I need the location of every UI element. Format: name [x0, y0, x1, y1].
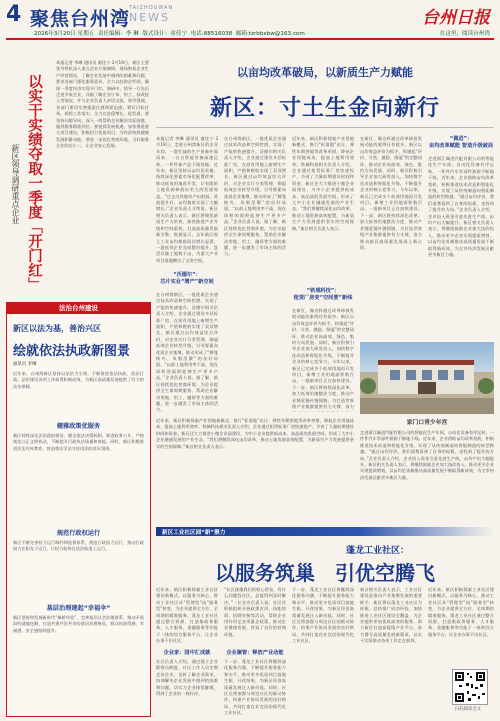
photo-caption: 家门口青少年宫	[406, 420, 448, 426]
lead-subhead-3: “佩进”： 亩均改革赋能 智造升级破局	[428, 136, 494, 149]
lead-subhead-2: “铁城科技”： 租赁厂房变“空间要”新线	[293, 288, 353, 301]
lead-col-4: 在新区，像这样通过改革释放发展动能的案例还有很多。新区以亩均效益评价为抓手，构建起“评价、分类、激励、倒逼”的完整闭环，推动企业向高效、绿色、集约方向发展。同时，新区积极引导企业加大研发投入，加快数字化改造和智能化升级，不断提升企业的核心竞争力。今年以来，新区已完成多个低效用地再开发项目，新增工业用地面积数百亩，一批新项目正在加快建设。下一步，新区将持续深化改革，加大低效用地整治力度，推动产业链延链补链强链，为打造世界级产业集群提供有力支撑，奋力推动新区高质量发展再上新台阶。	[360, 136, 422, 250]
lead-col-7: 近年来，新区积极探索产业用地新模式，推行“标准地”出让、弹性年期供地等改革举措，降低企业用地成本，提高土地利用效率。铁城科技相关负责人介绍，企业通过租赁标准厂房快速投产，节省了大量前期建设时间和资金。新区还大力推进小微企业园建设，为中小企业提供低成本、高品质的发展空间，形成了大中小企业融通发展的产业生态。“我们将继续深化亩均改革，推动土地资源高效配置，为新质生产力发展提供坚实的空间保障。”新区相关负责人表示。	[156, 418, 354, 449]
law-byline: 通讯员 李琳	[13, 362, 37, 367]
law-para-4: 新区坚持和发展新时代“枫桥经验”，完善基层社会治理体系，推动矛盾纠纷就地化解，打造共建共治共享的基层治理格局，群众的获得感、幸福感、安全感持续提升。	[13, 615, 144, 633]
email-info: 邮箱:tzrbbxbw@163.com	[235, 31, 305, 37]
law-para-2: 新区持续深化法治政府建设，健全依法决策机制，推进政务公开，严格规范公正文明执法，不断提升行政执法质量和效能。同时，新区积极推进法治宣传教育，营造尊法学法守法用法的良好氛围。	[13, 433, 144, 451]
editor-credit: 责任编辑：李 琳	[97, 31, 139, 37]
law-subhead-1: 健雅政策优服务	[56, 423, 101, 430]
bottom-headline: 以服务筑巢 引优空腾飞	[215, 561, 435, 585]
lead-photo	[360, 342, 494, 414]
sidebar-small-title: 新区领导调研重点企业	[11, 144, 20, 224]
lead-col-1b: 在台州湾新区，一批优质企业通过技术改造和空间挖潜，实现了产能的快速提升。沃德尔相关负责人介绍，企业通过建设多层标准厂房，在原有用地上新增生产面积，产值和税收实现了双双增长。新区通过亩均效益综合评价，对企业实行分类管理，倒逼低效企业转型升级，引导要素向优质企业集聚，推动形成了“腾笼换鸟、凤凰涅槃”的良好局面。“以前土地利用率不高，现在同样的面积能够生产更多产品。”企业负责人说。据了解，新区持续优化营商环境，为企业提供全生命周期服务，帮助企业解决用地、用工、融资等方面的难题，进一步激发了市场主体的活力。	[156, 292, 218, 412]
sidebar-text: 本报记者 李琳 通讯员 童佳宁 3月19日，新区主要领导带队深入重点企业开展调研，现场察看企业生产经营情况，了解企业发展中遇到的困难和问题，要求各部门强化服务意识，全力以赴助企纾困，确保一季度经济实现开门红。调研中，领导一行先后走进多家企业，详细了解企业订单、用工、技改投入等情况，并与企业负责人亲切交流。领导强调，各部门要切实增强责任感和紧迫感，紧盯目标任务，狠抓工作落实，全力以赴稳增长、促发展。要坚持问题导向，深入一线帮助企业解决实际困难，做到服务精准到位。要抢抓发展机遇，加快推进重大项目建设，积极招引优质项目，为经济持续健康发展积蓄动能。要进一步优化营商环境，当好服务企业的店小二，让企业安心发展。	[56, 60, 149, 149]
lead-subhead-1: “沃德尔”： 芯片实业“增产”新空间	[160, 272, 214, 285]
sidebar-big-title: 以实干实绩夺取一季度「开门红」	[26, 74, 43, 292]
bottom-subhead-2: 企业聚智：释放产业动能	[226, 650, 284, 656]
lead-col-2: 在台州湾新区，一批优质企业通过技术改造和空间挖潜，实现了产能的快速提升。沃德尔相关负责人介绍，企业通过建设多层标准厂房，在原有用地上新增生产面积，产值和税收实现了双双增长。新区通过亩均效益综合评价，对企业实行分类管理，倒逼低效企业转型升级，引导要素向优质企业集聚，推动形成了“腾笼换鸟、凤凰涅槃”的良好局面。“以前土地利用率不高，现在同样的面积能够生产更多产品。”企业负责人说。据了解，新区持续优化营商环境，为企业提供全生命周期服务，帮助企业解决用地、用工、融资等方面的难题，进一步激发了市场主体的活力。	[224, 136, 286, 257]
law-para-3: 新区不断完善权力运行制约和监督体系，规范行政权力运行，推动行政权力在阳光下运行，让权力始终在法治轨道上运行。	[13, 540, 144, 552]
lead-col-5: 走进浙江佩进汽配有限公司的智能化生产车间，自动化设备有序运转，一件件汽车零部件源源不断地下线。近年来，企业借助亩均改革契机，积极推进技术改造和智能化升级，实现了从传统制造向智能制造的转型跨越。“通过亩均评价，我们清楚看到了自身的短板，也找到了提升的方向。”企业负责人介绍，企业投入资金引进先进生产线，亩均产出大幅提升。新区相关负责人表示，将继续鼓励企业加大技改投入，推动更多企业实现提质增效，以亩均论英雄推动高质量发展不断取得新成效，为全市经济发展贡献更多新区力量。	[428, 156, 494, 258]
lead-headline: 新区：寸土生金向新行	[209, 96, 440, 121]
issue-date: 2026年3月20日 星期五	[34, 31, 95, 37]
lead-col-6: 走进浙江佩进汽配有限公司的智能化生产车间，自动化设备有序运转，一件件汽车零部件源源不断地下线。近年来，企业借助亩均改革契机，积极推进技术改造和智能化升级，实现了从传统制造向智能制造的转型跨越。“通过亩均评价，我们清楚看到了自身的短板，也找到了提升的方向。”企业负责人介绍，企业投入资金引进先进生产线，亩均产出大幅提升。新区相关负责人表示，将继续鼓励企业加大技改投入，推动更多企业实现提质增效，以亩均论英雄推动高质量发展不断取得新成效，为全市经济发展贡献更多新区力量。	[360, 430, 494, 480]
designer-credit: 版式设计：童佳宁	[142, 31, 188, 37]
law-subhead-2: 规范行政权运行	[56, 530, 101, 537]
bottom-label-bar	[156, 527, 494, 536]
qr-code[interactable]	[452, 669, 488, 705]
building-illustration	[360, 342, 494, 414]
lead-col-3b: 在新区，像这样通过改革释放发展动能的案例还有很多。新区以亩均效益评价为抓手，构建起“评价、分类、激励、倒逼”的完整闭环，推动企业向高效、绿色、集约方向发展。同时，新区积极引导企业加大研发投入，加快数字化改造和智能化升级，不断提升企业的核心竞争力。今年以来，新区已完成多个低效用地再开发项目，新增工业用地面积数百亩，一批新项目正在加快建设。下一步，新区将持续深化改革，加大低效用地整治力度，推动产业链延链补链强链，为打造世界级产业集群提供有力支撑，奋力	[292, 308, 354, 410]
lead-col-1: 本报记者 李琳 通讯员 童佳宁 3月19日，走进台州湾新区的企业车间，一派忙碌的生产景象扑面而来。一台台智能设备高速运转，一件件新产品下线装箱。近年来，新区坚持以亩均论英雄，持续深化要素市场化配置改革，推动低效用地再开发，让有限的土地资源释放出更大的发展效益。“过去这块地块产出很低，改造提升后，亩均税收实现了大幅增长。”企业负责人介绍说。新区相关负责人表示，新区将聚焦新质生产力培育，加快推进产业升级和空间重构，打造高质量发展新引擎。数据显示，去年新区规上工业亩均税收同比增长显著，一批低效企业完成整治提升，盘活存量土地数千亩，为重大产业项目落地腾出了宝贵空间。	[156, 136, 218, 263]
bottom-col-4: 新区相关负责人表示，工业社区建设是推动产业集聚发展的重要抓手。新区将以蓬龙工业社区为样板，总结推广成功经验，加快推进工业社区建设全覆盖，为企业提供更加优质高效的服务，助力新区打造高能级产业平台，奋力谱写高质量发展新篇章，以实干实绩推动各项工作走在前列。	[360, 587, 422, 644]
law-kicker: 新区以法为基，善治兴区	[13, 324, 101, 333]
qr-code-icon	[453, 670, 487, 704]
lead-story	[156, 44, 494, 524]
paper-name-logo: 台州日报	[422, 8, 490, 28]
bottom-story	[156, 527, 494, 717]
qr-caption: 扫码阅读全文	[454, 707, 482, 712]
law-label: 法治台州建设	[7, 303, 150, 314]
bottom-kicker: 蓬龙工业社区：	[346, 546, 410, 556]
lead-divider	[156, 127, 494, 128]
law-headline: 绘就依法执政新图景	[13, 344, 131, 359]
law-box	[6, 302, 151, 717]
bottom-col-5: 近年来，新区积极探索工业社区建设新模式，以服务为核心，推动工业社区从“管理型”向“服务型”转变，为企业提供全方位、全周期的精准服务。蓬龙工业社区通过整合资源，打造集政务服务、人才服务、金融服务等功能于一体的综合服务平台，让企业办事不出社区。	[428, 587, 494, 637]
bottom-col-3: 下一步，蓬龙工业社区将继续深化服务内涵，不断提升服务能力和水平，推动更多优质项目落地生根、开花结果，为新区经济高质量发展注入新动能。同时，社区还将加强与周边社区的联动协作，构建产业协同发展的良好格局，共同打造宜业宜居的现代化工业社区。	[292, 587, 354, 644]
section-en-bottom: NEWS	[129, 11, 171, 24]
phone-info: 电话:88516038	[190, 31, 233, 37]
bottom-subhead-1: 企业家：园中汇成就	[163, 650, 211, 656]
sidebar	[6, 44, 151, 299]
masthead	[0, 0, 500, 42]
section-en-top: TAIZHOUWAN	[129, 5, 174, 11]
law-subhead-3: 基层治理建起“幸福伞”	[46, 605, 111, 612]
bottom-label: 新区工业社区园“新”聚力	[162, 530, 226, 536]
masthead-rule	[6, 38, 494, 40]
page-number: 4	[6, 2, 22, 27]
bottom-col-2b: 下一步，蓬龙工业社区将继续深化服务内涵，不断提升服务能力和水平，推动更多优质项目落地生根、开花结果，为新区经济高质量发展注入新动能。同时，社区还将加强与周边社区的联动协作，构建产业协同发展的良好格局，共同打造宜业宜居的现代化工业社区。	[224, 659, 286, 715]
section-title: 聚焦台州湾	[30, 8, 131, 30]
lead-col-3: 近年来，新区积极探索产业用地新模式，推行“标准地”出让、弹性年期供地等改革举措，降低企业用地成本，提高土地利用效率。铁城科技相关负责人介绍，企业通过租赁标准厂房快速投产，节省了大量前期建设时间和资金。新区还大力推进小微企业园建设，为中小企业提供低成本、高品质的发展空间，形成了大中小企业融通发展的产业生态。“我们将继续深化亩均改革，推动土地资源高效配置，为新质生产力发展提供坚实的空间保障。”新区相关负责人表示。	[292, 136, 354, 231]
issue-info-line	[34, 29, 305, 37]
bottom-col-1b: 社区负责人介绍，通过建立企业联络员制度，社区工作人员定期走访企业，及时了解企业需求，协调解决企业发展中遇到的困难和问题，切实为企业排忧解难，得到了企业的一致好评。	[156, 659, 218, 697]
law-para-1: 近年来，台州湾新区坚持以法治为引领，不断推进依法执政、依法行政，法治建设各项工作取得积极成效，为新区高质量发展提供了有力的法治保障。	[13, 371, 144, 389]
lead-kicker: 以亩均改革破局，以新质生产力赋能	[237, 66, 413, 79]
slogan: 在这里，阅读台州湾	[439, 31, 490, 37]
bottom-col-2: “社区就像我们的贴心管家，有什么问题找社区，总能得到及时解决。”一位企业负责人说。社区还积极组织开展政策宣讲、技能培训、招聘对接等活动，帮助企业用好用足各项惠企政策，推动企业健康发展，营造了良好的营商环境。	[224, 587, 286, 637]
bottom-col-1: 近年来，新区积极探索工业社区建设新模式，以服务为核心，推动工业社区从“管理型”向“服务型”转变，为企业提供全方位、全周期的精准服务。蓬龙工业社区通过整合资源，打造集政务服务、人才服务、金融服务等功能于一体的综合服务平台，让企业办事不出社区。	[156, 587, 218, 644]
